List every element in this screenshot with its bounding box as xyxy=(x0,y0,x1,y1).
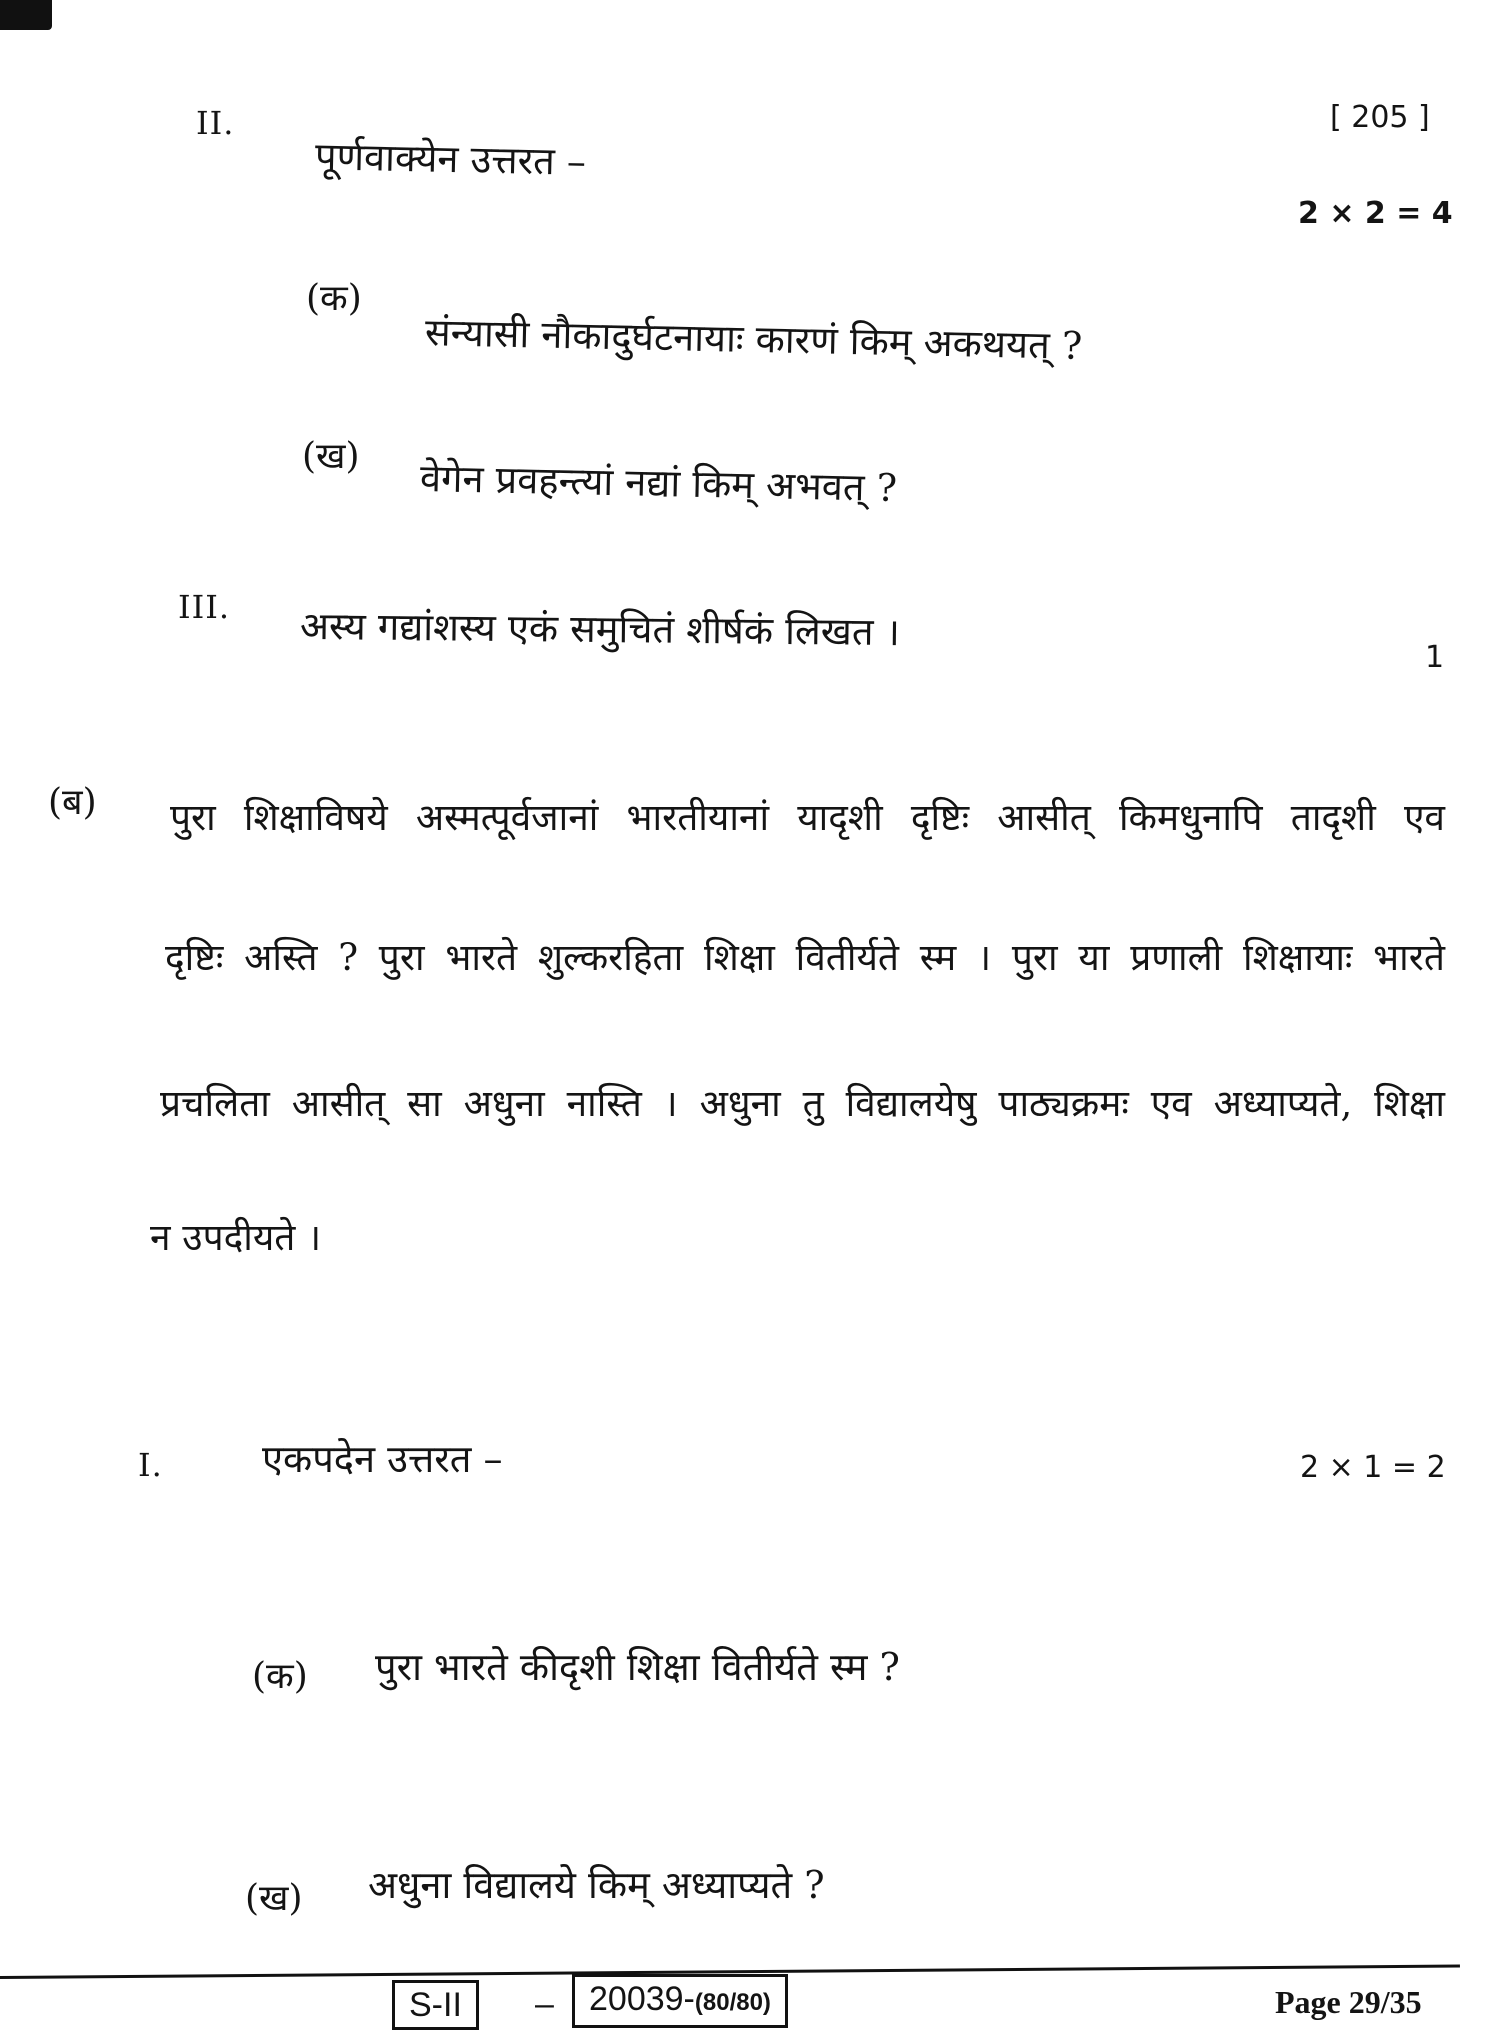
exam-code: 20039- xyxy=(589,1980,695,2018)
corner-page-mark xyxy=(0,0,52,30)
option-label: (क) xyxy=(252,1656,308,1697)
question-number-iii: III. xyxy=(178,588,231,626)
page-number: Page 29/35 xyxy=(1275,1984,1422,2020)
section-b-label: (ब) xyxy=(48,782,97,823)
page-code: [ 205 ] xyxy=(1330,100,1430,135)
question-iii-marks: 1 xyxy=(1425,640,1445,675)
footer-dash: – xyxy=(535,1985,554,2023)
question-ii-item-ka: संन्यासी नौकादुर्घटनायाः कारणं किम् अकथयत् ? xyxy=(424,310,1083,368)
question-number-ii: II. xyxy=(196,104,235,142)
passage-line-3: प्रचलिता आसीत् सा अधुना नास्ति । अधुना तु विद्यालयेषु पाठ्यक्रमः एव अध्याप्यते, शिक्षा xyxy=(160,1082,1445,1125)
passage-line-4: न उपदीयते । xyxy=(150,1216,322,1259)
question-i-item-kha: अधुना विद्यालये किम् अध्याप्यते ? xyxy=(368,1863,825,1907)
question-ii-item-kha: वेगेन प्रवहन्त्यां नद्यां किम् अभवत् ? xyxy=(419,456,898,510)
question-i-prompt: एकपदेन उत्तरत – xyxy=(262,1437,503,1481)
question-i-marks: 2 × 1 = 2 xyxy=(1300,1450,1446,1485)
exam-code-sub: (80/80) xyxy=(694,1989,771,2016)
question-ii-marks: 2 × 2 = 4 xyxy=(1298,196,1453,231)
question-i-item-ka: पुरा भारते कीदृशी शिक्षा वितीर्यते स्म ? xyxy=(375,1645,900,1689)
question-number-i: I. xyxy=(138,1446,163,1484)
question-ii-prompt: पूर्णवाक्येन उत्तरत – xyxy=(314,134,587,184)
passage-line-1: पुरा शिक्षाविषये अस्मत्पूर्वजानां भारतीयानां यादृशी दृष्टिः आसीत् किमधुनापि तादृशी एव xyxy=(170,796,1445,839)
series-box: S-II xyxy=(392,1980,479,2030)
question-iii-prompt: अस्य गद्यांशस्य एकं समुचितं शीर्षकं लिखत । xyxy=(299,603,901,655)
option-label: (ख) xyxy=(245,1878,303,1919)
exam-code-box xyxy=(572,1974,788,2028)
option-label: (ख) xyxy=(302,436,360,477)
option-label: (क) xyxy=(306,278,362,319)
passage-line-2: दृष्टिः अस्ति ? पुरा भारते शुल्करहिता शिक्षा वितीर्यते स्म । पुरा या प्रणाली शिक्षायाः भारते xyxy=(165,936,1445,979)
